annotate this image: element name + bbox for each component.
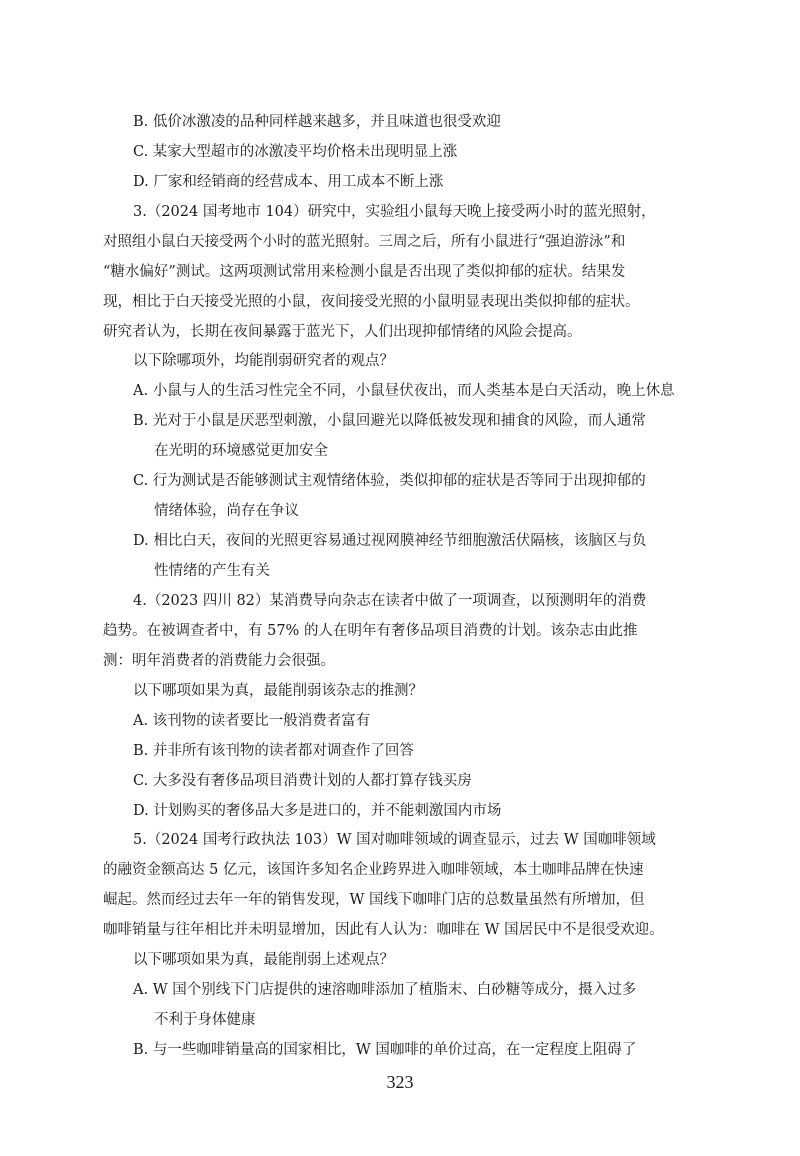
page-number: 323 (386, 1072, 414, 1092)
text-line: 趋势。在被调查者中，有 57% 的人在明年有奢侈品项目消费的计划。该杂志由此推 (103, 623, 638, 639)
text-line: 4.（2023 四川 82）某消费导向杂志在读者中做了一项调查，以预测明年的消费 (133, 593, 647, 609)
text-line: 性情绪的产生有关 (154, 563, 270, 579)
text-line: 的融资金额高达 5 亿元，该国许多知名企业跨界进入咖啡领域，本土咖啡品牌在快速 (103, 862, 644, 878)
text-line: 不利于身体健康 (154, 1012, 256, 1028)
text-line: 对照组小鼠白天接受两个小时的蓝光照射。三周之后，所有小鼠进行“强迫游泳”和 (103, 234, 626, 250)
text-line: A. W 国个别线下门店提供的速溶咖啡添加了植脂末、白砂糖等成分，摄入过多 (133, 982, 637, 998)
text-line: 咖啡销量与往年相比并未明显增加，因此有人认为：咖啡在 W 国居民中不是很受欢迎。 (103, 922, 664, 938)
text-line: 崛起。然而经过去年一年的销售发现，W 国线下咖啡门店的总数量虽然有所增加，但 (103, 892, 645, 908)
text-line: A. 小鼠与人的生活习性完全不同，小鼠昼伏夜出，而人类基本是白天活动，晚上休息 (133, 383, 675, 399)
text-line: C. 行为测试是否能够测试主观情绪体验，类似抑郁的症状是否等同于出现抑郁的 (133, 473, 646, 489)
text-line: C. 某家大型超市的冰激凌平均价格未出现明显上涨 (133, 144, 458, 160)
text-line: 以下哪项如果为真，最能削弱上述观点？ (133, 952, 394, 968)
text-line: B. 低价冰激凌的品种同样越来越多，并且味道也很受欢迎 (133, 114, 501, 130)
text-line: B. 光对于小鼠是厌恶型刺激，小鼠回避光以降低被发现和捕食的风险，而人通常 (133, 413, 646, 429)
text-line: 在光明的环境感觉更加安全 (154, 443, 328, 459)
text-line: 情绪体验，尚存在争议 (154, 503, 299, 519)
text-line: B. 并非所有该刊物的读者都对调查作了回答 (133, 743, 414, 759)
text-line: C. 大多没有奢侈品项目消费计划的人都打算存钱买房 (133, 773, 472, 789)
text-line: 以下哪项如果为真，最能削弱该杂志的推测？ (133, 683, 423, 699)
text-line: 测：明年消费者的消费能力会很强。 (103, 653, 335, 669)
text-line: D. 厂家和经销商的经营成本、用工成本不断上涨 (133, 174, 444, 190)
text-line: “糖水偏好”测试。这两项测试常用来检测小鼠是否出现了类似抑郁的症状。结果发 (103, 264, 626, 280)
text-line: D. 相比白天，夜间的光照更容易通过视网膜神经节细胞激活伏隔核，该脑区与负 (133, 533, 647, 549)
text-line: 5.（2024 国考行政执法 103）W 国对咖啡领域的调查显示，过去 W 国咖啡领域 (133, 832, 656, 848)
text-line: 3.（2024 国考地市 104）研究中，实验组小鼠每天晚上接受两小时的蓝光照射， (133, 204, 656, 220)
text-line: B. 与一些咖啡销量高的国家相比，W 国咖啡的单价过高，在一定程度上阻碍了 (133, 1042, 637, 1058)
text-line: 研究者认为，长期在夜间暴露于蓝光下，人们出现抑郁情绪的风险会提高。 (103, 324, 582, 340)
text-line: D. 计划购买的奢侈品大多是进口的，并不能刺激国内市场 (133, 803, 502, 819)
text-line: A. 该刊物的读者要比一般消费者富有 (133, 713, 371, 729)
text-line: 以下除哪项外，均能削弱研究者的观点？ (133, 353, 394, 369)
text-line: 现，相比于白天接受光照的小鼠，夜间接受光照的小鼠明显表现出类似抑郁的症状。 (103, 294, 640, 310)
